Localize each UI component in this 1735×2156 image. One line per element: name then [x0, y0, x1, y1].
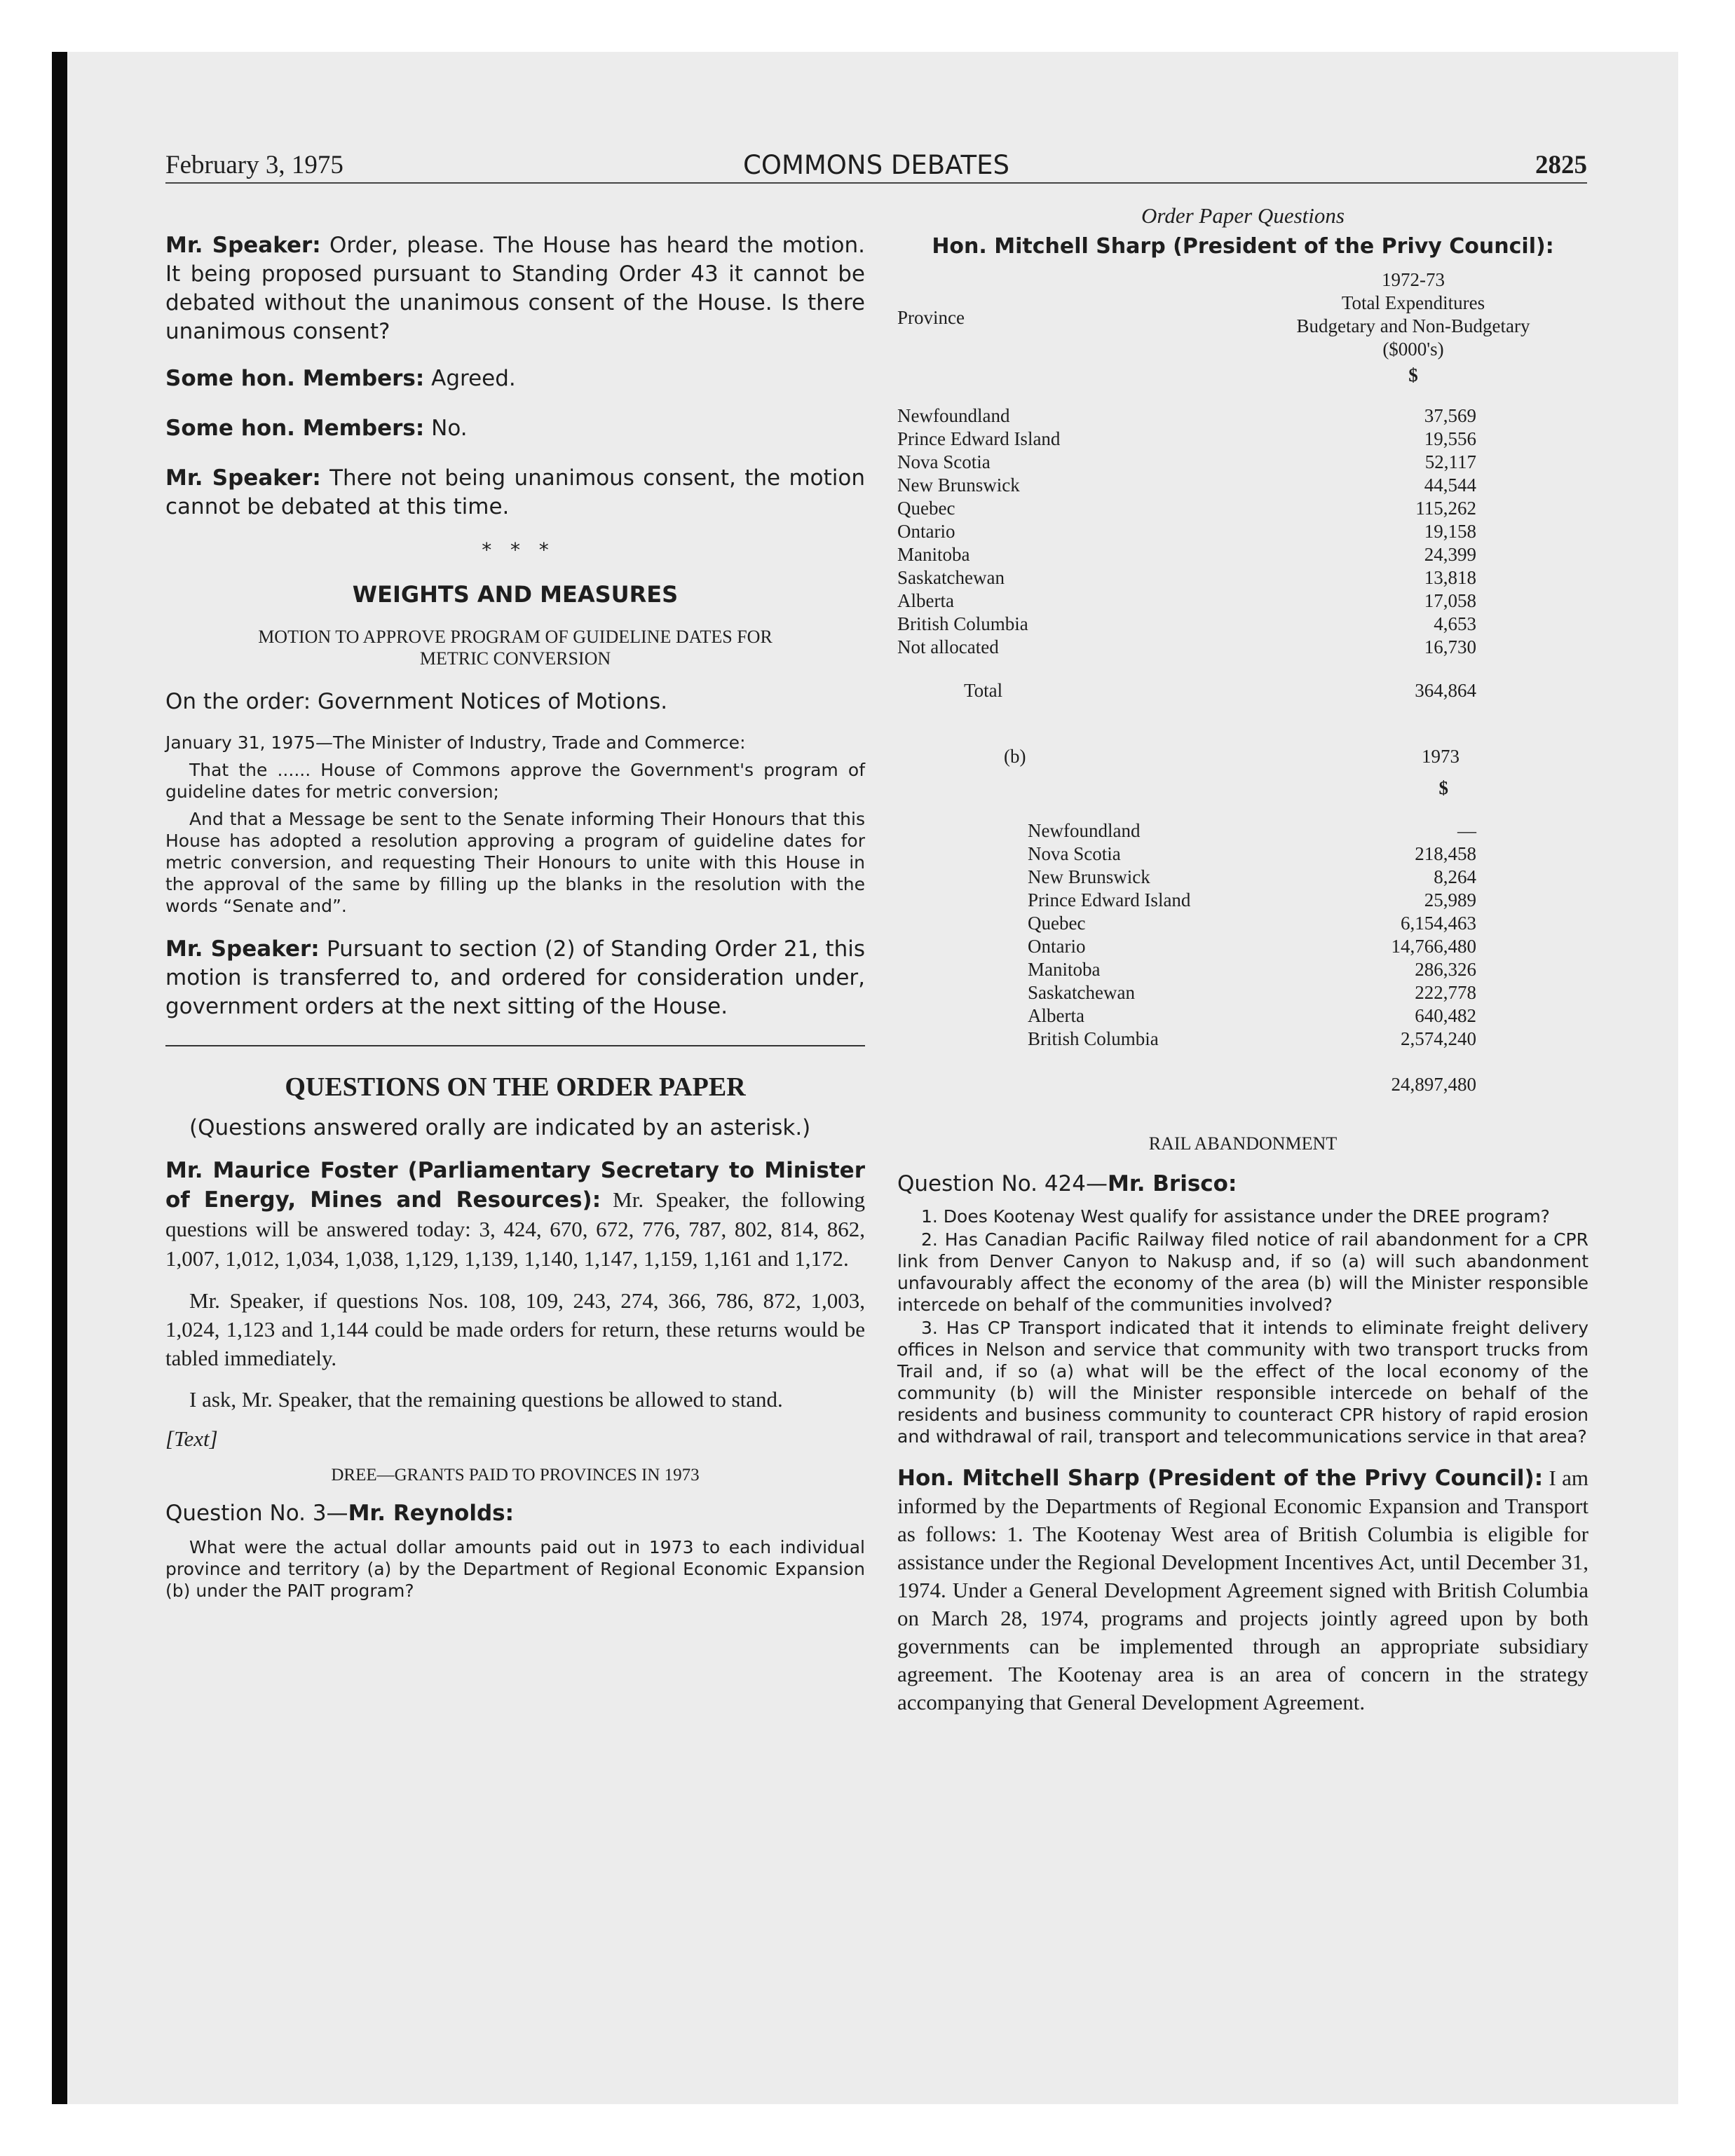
section-separator-stars: * * *	[482, 538, 549, 561]
motion-notice: January 31, 1975—The Minister of Industry, Trade and Commerce:	[165, 732, 746, 753]
table-row	[897, 543, 1476, 566]
header-line: ($000's)	[1382, 339, 1444, 360]
table-row	[897, 474, 1476, 497]
province-name: Quebec	[1028, 913, 1086, 934]
speech-text: There not being unanimous consent, the motion cannot be debated at this time.	[165, 465, 865, 519]
currency-symbol: $	[1438, 777, 1448, 798]
question-number: Question No. 3—	[165, 1501, 348, 1526]
amount-value: 218,458	[1415, 843, 1476, 864]
province-name: British Columbia	[1028, 1028, 1159, 1049]
speaker-name: Mr. Speaker:	[165, 233, 321, 258]
answer-paragraph	[897, 1464, 1588, 1717]
amount-value: —	[1457, 820, 1476, 841]
total-value: 364,864	[1415, 680, 1476, 701]
question-text: 2. Has Canadian Pacific Railway filed notice of rail abandonment for a CPR link from Denver Canyon to Nakusp and, if so (a) will such abandonment unfavourably affect the economy of the area (b) will the Minister responsible intercede on behalf of the communities involved?	[897, 1229, 1588, 1315]
province-name: Not allocated	[897, 636, 999, 657]
speaker-name: Hon. Mitchell Sharp (President of the Privy Council):	[932, 234, 1554, 259]
amount-value: 14,766,480	[1391, 936, 1476, 957]
province-name: Newfoundland	[897, 405, 1010, 426]
members-no	[165, 414, 865, 443]
amount-value: 222,778	[1415, 982, 1476, 1003]
total-value: 24,897,480	[1391, 1074, 1476, 1095]
speech-paragraph: Mr. Speaker, if questions Nos. 108, 109, 243, 274, 366, 786, 872, 1,003, 1,024, 1,123 and 1,144 could be made orders for return, these returns would be tabled immediately.	[165, 1288, 865, 1370]
amount-value: 16,730	[1424, 636, 1476, 657]
table-row	[1028, 981, 1476, 1004]
table-row	[1028, 889, 1476, 912]
province-name: Alberta	[1028, 1005, 1084, 1026]
speaker-name: Mr. Speaker:	[165, 465, 321, 491]
motion-text: And that a Message be sent to the Senate informing Their Honours that this House has adopted a resolution approving a program of guideline dates for metric conversion, and requesting Their Honours to unite with this House in the approval of the same by filling up the blanks in the resolution with the words “Senate and”.	[165, 809, 865, 916]
column-header-expenditures	[1238, 268, 1588, 387]
province-name: Quebec	[897, 498, 955, 519]
province-name: New Brunswick	[897, 475, 1020, 496]
amount-value: 640,482	[1415, 1005, 1476, 1026]
amount-value: 17,058	[1424, 590, 1476, 611]
table-rows	[1028, 819, 1476, 1051]
province-name: Nova Scotia	[897, 451, 991, 472]
province-name: Newfoundland	[1028, 820, 1141, 841]
table-row	[897, 451, 1476, 474]
text-tag: [Text]	[165, 1426, 218, 1451]
province-name: Ontario	[897, 521, 955, 542]
province-name: New Brunswick	[1028, 866, 1150, 887]
speaker-name: Mr. Speaker:	[165, 936, 320, 962]
section-rule	[165, 1045, 865, 1046]
table-row	[897, 566, 1476, 589]
header-line: Total Expenditures	[1341, 292, 1485, 313]
currency-symbol: $	[1408, 364, 1418, 386]
province-name: Saskatchewan	[1028, 982, 1135, 1003]
grants-table	[897, 745, 1588, 1110]
province-name: Nova Scotia	[1028, 843, 1121, 864]
amount-value: 2,574,240	[1401, 1028, 1476, 1049]
speech-text: Mr. Speaker, the following questions will be answered today: 3, 424, 670, 672, 776, 787, 802, 814, 862, 1,007, 1,012, 1,034, 1,038, 1,129, 1,139, 1,140, 1,147, 1,159, 1,161 and 1,172.	[165, 1187, 866, 1271]
table-row	[897, 428, 1476, 451]
speaker-paragraph	[165, 464, 865, 521]
question-text: 1. Does Kootenay West qualify for assistance under the DREE program?	[921, 1206, 1550, 1227]
table-row	[897, 404, 1476, 428]
province-name: Alberta	[897, 590, 954, 611]
right-column	[897, 203, 1588, 1717]
amount-value: 8,264	[1434, 866, 1476, 887]
table-row	[1028, 912, 1476, 935]
question-text: What were the actual dollar amounts paid out in 1973 to each individual province and territory (a) by the Department of Regional Economic Expansion (b) under the PAIT program?	[165, 1537, 865, 1601]
table-row	[897, 613, 1476, 636]
amount-value: 6,154,463	[1401, 913, 1476, 934]
header-page-number: 2825	[1535, 151, 1587, 179]
order-line: On the order: Government Notices of Motions.	[165, 689, 668, 714]
question-heading: RAIL ABANDONMENT	[1148, 1133, 1338, 1154]
table-row	[1028, 1028, 1476, 1051]
speaker-paragraph	[165, 1157, 865, 1274]
speaker-paragraph	[165, 935, 865, 1021]
table-row	[1028, 935, 1476, 958]
total-label: Total	[964, 680, 1003, 701]
member-name: Mr. Brisco:	[1108, 1171, 1237, 1196]
question-label	[897, 1170, 1588, 1199]
speaker-name: Hon. Mitchell Sharp (President of the Privy Council):	[897, 1466, 1544, 1491]
province-name: British Columbia	[897, 613, 1028, 634]
table-row	[897, 497, 1476, 520]
question-number: Question No. 424—	[897, 1171, 1108, 1196]
speech-text: Order, please. The House has heard the motion. It being proposed pursuant to Standing Order 43 it cannot be debated without the unanimous consent of the House. Is there unanimous consent?	[165, 233, 865, 344]
amount-value: 4,653	[1434, 613, 1476, 634]
asterisk-note: (Questions answered orally are indicated by an asterisk.)	[189, 1115, 811, 1140]
province-name: Prince Edward Island	[1028, 889, 1191, 910]
table-row	[1028, 1004, 1476, 1028]
amount-value: 115,262	[1415, 498, 1476, 519]
speech-text: Pursuant to section (2) of Standing Order 21, this motion is transferred to, and ordered for consideration under, government orders at the next sitting of the House.	[165, 936, 865, 1019]
header-title: COMMONS DEBATES	[742, 150, 1009, 180]
expenditures-table	[897, 268, 1588, 731]
running-head: Order Paper Questions	[1141, 203, 1345, 228]
amount-value: 44,544	[1424, 475, 1476, 496]
province-name: Prince Edward Island	[897, 428, 1061, 449]
table-row	[1028, 866, 1476, 889]
table-row	[1028, 842, 1476, 866]
header-line: 1973	[1422, 746, 1460, 767]
amount-value: 19,158	[1424, 521, 1476, 542]
table-row	[897, 589, 1476, 613]
table-label: (b)	[1004, 746, 1026, 767]
left-column	[165, 231, 865, 1602]
member-name: Mr. Reynolds:	[348, 1501, 514, 1526]
table-row	[1028, 958, 1476, 981]
table-row	[897, 636, 1476, 659]
speech-paragraph: I ask, Mr. Speaker, that the remaining questions be allowed to stand.	[189, 1387, 783, 1412]
question-label	[165, 1499, 865, 1528]
members-agreed	[165, 364, 865, 393]
section-heading: WEIGHTS AND MEASURES	[352, 581, 679, 608]
amount-value: 286,326	[1415, 959, 1476, 980]
amount-value: 52,117	[1424, 451, 1476, 472]
speaker-name: Mr. Maurice Foster (Parliamentary Secretary to Minister of Energy, Mines and Resources):	[165, 1158, 865, 1213]
question-text: 3. Has CP Transport indicated that it intends to eliminate freight delivery offices in Nelson and service that community with two transport trucks from Trail and, if so (a) what will be the effect of the local economy of the community (b) will the Minister responsible intercede on behalf of the residents and business community to counteract CPR history of rapid erosion and withdrawal of rail, transport and telecommunications service in that area?	[897, 1318, 1588, 1447]
section-heading: QUESTIONS ON THE ORDER PAPER	[285, 1072, 746, 1102]
province-name: Saskatchewan	[897, 567, 1005, 588]
amount-value: 19,556	[1424, 428, 1476, 449]
speech-text: No.	[424, 416, 468, 441]
province-name: Manitoba	[897, 544, 970, 565]
table-row	[897, 520, 1476, 543]
motion-text: That the ...... House of Commons approve the Government's program of guideline dates for metric conversion;	[165, 760, 865, 802]
subsection-heading: MOTION TO APPROVE PROGRAM OF GUIDELINE DATES FOR METRIC CONVERSION	[258, 627, 773, 669]
speaker-name: Some hon. Members:	[165, 366, 425, 391]
speaker-paragraph	[165, 231, 865, 346]
province-name: Ontario	[1028, 936, 1086, 957]
speech-text: I am informed by the Departments of Regional Economic Expansion and Transport as follows: 1. The Kootenay West area of British Columbia is eligible for assistance under the Regional Development Incentives Act, until December 31, 1974. Under a General Development Agreement signed with British Columbia on March 28, 1974, programs and projects jointly agreed upon by both governments can be implemented through an appropriate subsidiary agreement. The Kootenay area is an area of concern in the strategy accompanying that General Development Agreement.	[897, 1466, 1588, 1714]
amount-value: 24,399	[1424, 544, 1476, 565]
header-date: February 3, 1975	[165, 151, 343, 179]
table-row	[1028, 819, 1476, 842]
question-heading: DREE—GRANTS PAID TO PROVINCES IN 1973	[331, 1466, 700, 1485]
year-header	[1336, 745, 1476, 800]
header-line: Budgetary and Non-Budgetary	[1296, 315, 1530, 336]
table-rows	[897, 404, 1476, 659]
speaker-name: Some hon. Members:	[165, 416, 425, 441]
page-header	[165, 146, 1587, 184]
province-name: Manitoba	[1028, 959, 1101, 980]
header-line: 1972-73	[1382, 269, 1445, 290]
binding-edge	[52, 52, 67, 2104]
amount-value: 25,989	[1424, 889, 1476, 910]
amount-value: 37,569	[1424, 405, 1476, 426]
speech-text: Agreed.	[424, 366, 516, 391]
amount-value: 13,818	[1424, 567, 1476, 588]
column-header-province: Province	[897, 307, 965, 328]
